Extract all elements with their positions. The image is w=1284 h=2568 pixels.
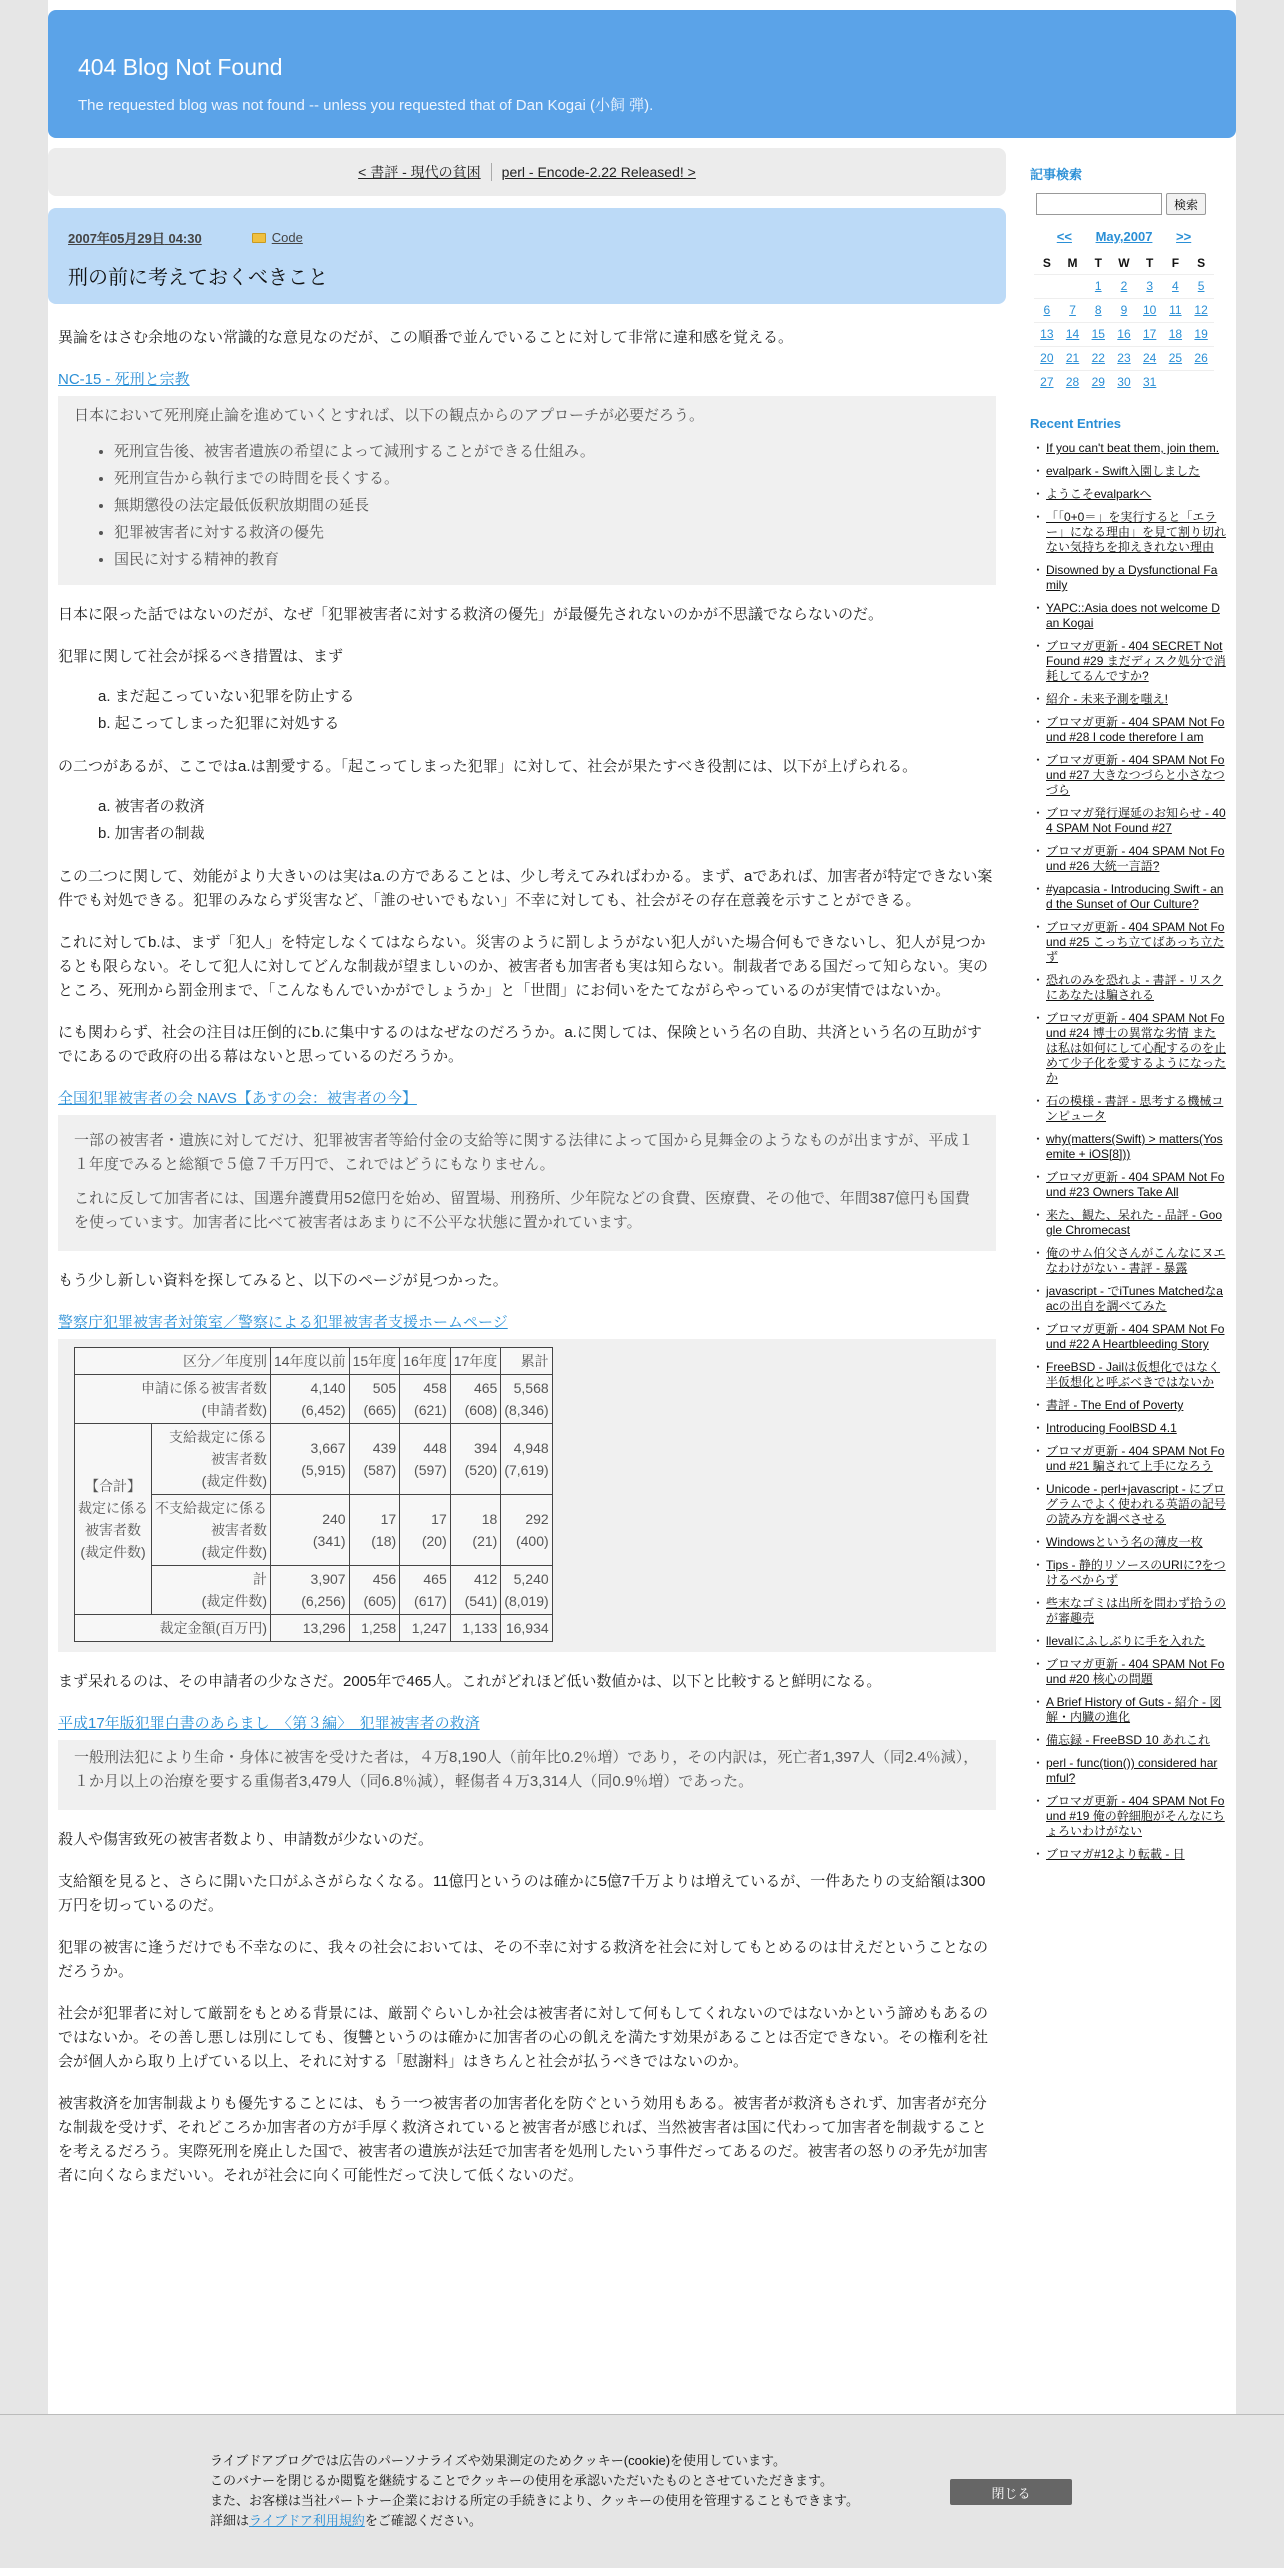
calendar-day[interactable]: [1163, 274, 1189, 298]
entry-time: 04:30: [168, 231, 202, 246]
paragraph: 異論をはさむ余地のない常識的な意見なのだが、この順番で並んでいることに対して非常に違和感を覚える。: [58, 329, 794, 346]
list-item: a. 被害者の救済: [98, 798, 205, 815]
calendar-day[interactable]: [1111, 322, 1137, 346]
table-cell: 17 (20): [400, 1495, 451, 1566]
calendar-next-link[interactable]: >>: [1176, 229, 1192, 244]
calendar-day-link[interactable]: 24: [1142, 351, 1157, 365]
recent-entry-link[interactable]: javascript - でiTunes Matchedなaacの出自を調べてみた: [1046, 1284, 1223, 1313]
recent-entry-link[interactable]: Introducing FoolBSD 4.1: [1046, 1421, 1177, 1435]
paragraph: 社会が犯罪者に対して厳罰をもとめる背景には、厳罰ぐらいしか社会は被害者に対して何もしてくれないのではないかという諦めもあるのではないか。その善し悪しは別にしても、復讐というのは確かに加害者の心の飢えを満たす効果があることは否定できない。その権利を社会が個人から取り上げている以上、それに対する「慰謝料」はきちんと社会が払うべきではないのか。: [58, 2005, 989, 2070]
calendar-day-link[interactable]: 20: [1040, 351, 1054, 365]
table-cell: 458 (621): [400, 1375, 451, 1424]
list-item: [1036, 1482, 1226, 1527]
prev-entry-link[interactable]: < 書評 - 現代の貧困: [358, 164, 481, 180]
cookie-line: また、お客様は当社パートナー企業における所定の手続きにより、クッキーの使用を管理することもできます。: [210, 2493, 859, 2508]
recent-entry-link[interactable]: ようこそevalparkへ: [1046, 487, 1152, 501]
recent-entry-link[interactable]: ブロマガ更新 - 404 SPAM Not Found #25 こっち立てばあっち立たず: [1046, 920, 1225, 964]
table-header: 14年度以前: [271, 1348, 350, 1375]
calendar-day: [1034, 274, 1060, 298]
calendar-day-link[interactable]: 26: [1194, 351, 1208, 365]
calendar-day-link[interactable]: 18: [1168, 327, 1183, 341]
weekday-label: F: [1171, 255, 1180, 270]
table-row: [75, 1348, 553, 1375]
calendar-day-link[interactable]: 10: [1142, 303, 1157, 317]
calendar-day[interactable]: [1111, 346, 1137, 370]
quote-source-link[interactable]: 警察庁犯罪被害者対策室／警察による犯罪被害者支援ホームページ: [58, 1314, 508, 1331]
list-item: [1036, 1132, 1226, 1162]
table-row: [75, 1424, 553, 1495]
calendar-day[interactable]: [1034, 370, 1060, 394]
calendar-day-link[interactable]: 1: [1094, 279, 1102, 293]
category-link[interactable]: Code: [271, 230, 303, 245]
list-item: [1036, 692, 1226, 707]
blockquote: [58, 1339, 996, 1652]
list-item: [1036, 1657, 1226, 1687]
calendar-day[interactable]: [1137, 274, 1163, 298]
recent-entry-link[interactable]: A Brief History of Guts - 紹介 - 図解・内臓の進化: [1046, 1695, 1222, 1724]
search-input[interactable]: [1036, 193, 1162, 215]
list-item: [1036, 464, 1226, 479]
list-item: [1036, 844, 1226, 874]
calendar: [1034, 229, 1214, 394]
cookie-line: 詳細はライブドア利用規約をご確認ください。: [210, 2513, 482, 2528]
quote-text: これに反して加害者には、国選弁護費用52億円を始め、留置場、刑務所、少年院などの食費、医療費、その他で、年間387億円も国費を使っています。加害者に比べて被害者はあまりに不公平な状態に置かれています。: [74, 1190, 970, 1231]
table-cell: 465 (608): [450, 1375, 501, 1424]
recent-entry-link[interactable]: Disowned by a Dysfunctional Family: [1046, 563, 1218, 592]
list-item: [1036, 1094, 1226, 1124]
calendar-prev-link[interactable]: <<: [1056, 229, 1072, 244]
table-header: 15年度: [349, 1348, 400, 1375]
calendar-day[interactable]: [1111, 298, 1137, 322]
calendar-day-link[interactable]: 2: [1120, 279, 1128, 293]
weekday-label: S: [1197, 255, 1206, 270]
recent-entry-link[interactable]: ブロマガ更新 - 404 SPAM Not Found #21 騙されて上手になろう: [1046, 1444, 1225, 1473]
row-label: 計 (裁定件数): [152, 1566, 271, 1615]
list-item: • 死刑宣告後、被害者遺族の希望によって減刑することができる仕組み。: [114, 438, 980, 465]
paragraph: の二つがあるが、ここではa.は割愛する。「起こってしまった犯罪」に対して、社会が果たすべき役割には、以下が上げられる。: [58, 758, 918, 775]
calendar-day-link[interactable]: 21: [1065, 351, 1080, 365]
list-item: a. まだ起こっていない犯罪を防止する: [98, 688, 355, 705]
list-item: [1036, 1558, 1226, 1588]
calendar-day: [1060, 274, 1086, 298]
calendar-day[interactable]: [1163, 298, 1189, 322]
calendar-day[interactable]: [1137, 370, 1163, 394]
list-item: [1036, 1794, 1226, 1839]
list-item: [1036, 1733, 1226, 1748]
paragraph: まず呆れるのは、その申請者の少なさだ。2005年で465人。これがどれほど低い数値かは、以下と比較すると鮮明になる。: [58, 1673, 882, 1690]
table-cell: 439 (587): [349, 1424, 400, 1495]
list-item: [1036, 510, 1226, 555]
entry-meta: [68, 228, 986, 247]
quote-source-link[interactable]: NC-15 - 死刑と宗教: [58, 371, 190, 388]
calendar-day-link[interactable]: 31: [1142, 375, 1157, 390]
main-column: [48, 148, 1006, 2206]
recent-entry-link[interactable]: ブロマガ更新 - 404 SPAM Not Found #24 博士の異常な劣情 または私は如何にして心配するのを止めて少子化を愛するようになったか: [1046, 1011, 1227, 1085]
list-item: [1036, 1847, 1226, 1862]
calendar-day-link[interactable]: 15: [1091, 327, 1105, 341]
page-wrapper: [48, 0, 1236, 2568]
calendar-day[interactable]: [1163, 322, 1189, 346]
recent-entry-link[interactable]: FreeBSD - Jailは仮想化ではなく半仮想化と呼ぶべきではないか: [1046, 1360, 1221, 1389]
calendar-day-link[interactable]: 9: [1120, 303, 1128, 317]
list-item: • 死刑宣告から執行までの時間を長くする。: [114, 465, 980, 492]
search-heading: 記事検索: [1030, 167, 1083, 182]
calendar-day-link[interactable]: 25: [1168, 351, 1183, 365]
paragraph: この二つに関して、効能がより大きいのは実はa.の方であることは、少し考えてみればわかる。まず、aであれば、加害者が特定できない案件でも対処できる。犯罪のみならず災害など、「誰のせいでもない」不幸に対しても、社会がその存在意義を示すことができる。: [58, 868, 993, 909]
terms-link[interactable]: ライブドア利用規約: [249, 2513, 365, 2528]
weekday-label: W: [1118, 255, 1130, 270]
weekday-label: S: [1042, 255, 1051, 270]
recent-entry-link[interactable]: 紹介 - 未来予測を嗤え!: [1046, 692, 1168, 706]
row-label: 申請に係る被害者数 (申請者数): [75, 1375, 271, 1424]
table-row: [75, 1375, 553, 1424]
table-cell: 412 (541): [450, 1566, 501, 1615]
paragraph: 犯罪の被害に逢うだけでも不幸なのに、我々の社会においては、その不幸に対する救済を社会に対してもとめるのは甘えだということなのだろうか。: [58, 1939, 989, 1980]
table-cell: 1,247: [400, 1615, 451, 1642]
calendar-day[interactable]: [1060, 322, 1086, 346]
recent-entry-link[interactable]: ブロマガ#12より転載 - 日: [1046, 1847, 1185, 1861]
list-item: [1036, 1444, 1226, 1474]
list-item: [1036, 1756, 1226, 1786]
calendar-day-link[interactable]: 4: [1172, 279, 1179, 293]
table-cell: 17 (18): [349, 1495, 400, 1566]
table-cell: 13,296: [271, 1615, 350, 1642]
table-cell: 3,907 (6,256): [271, 1566, 350, 1615]
calendar-day-link[interactable]: 8: [1094, 303, 1102, 317]
site-subtitle: The requested blog was not found -- unless you requested that of Dan Kogai (小飼 弾).: [78, 97, 654, 114]
calendar-day[interactable]: [1137, 322, 1163, 346]
list-item: [1036, 1170, 1226, 1200]
sidebar: [1022, 148, 1236, 1870]
blockquote: [58, 1740, 996, 1810]
paragraph: 被害救済を加害制裁よりも優先することには、もう一つ被害者の加害者化を防ぐという効用もある。被害者が救済もされず、加害者が充分な制裁を受けず、それどころか加害者の方が手厚く救済されていると被害者が感じれば、当然被害者は国に代わって加害者を制裁することを考えるだろう。実際死刑を廃止した国で、被害者の遺族が法廷で加害者を処刑したいう事件だってあるのだ。被害者の怒りの矛先が加害者に向くならまだいい。それが社会に向く可能性だって決して低くないのだ。: [58, 2095, 988, 2184]
recent-entry-link[interactable]: evalpark - Swift入園しました: [1046, 464, 1201, 478]
list-item: [1036, 806, 1226, 836]
list-item: [1036, 753, 1226, 798]
weekday-label: T: [1094, 255, 1102, 270]
calendar-day[interactable]: [1060, 370, 1086, 394]
table-cell: 240 (341): [271, 1495, 350, 1566]
calendar-day-link[interactable]: 13: [1040, 327, 1054, 341]
recent-entry-link[interactable]: llevalにふしぶりに手を入れた: [1046, 1634, 1206, 1648]
calendar-day-link[interactable]: 16: [1117, 327, 1131, 341]
paragraph: 支給額を見ると、さらに開いた口がふさがらなくなる。11億円というのは確かに5億7千万よりは増えているが、一件あたりの支給額は300万円を切っているのだ。: [58, 1873, 986, 1914]
paragraph: もう少し新しい資料を探してみると、以下のページが見つかった。: [58, 1272, 508, 1289]
calendar-day-link[interactable]: 27: [1040, 375, 1054, 390]
recent-entries-list: [1022, 441, 1236, 1862]
calendar-day[interactable]: [1060, 298, 1086, 322]
list-item: [1036, 920, 1226, 965]
list-item: b. 加害者の制裁: [98, 825, 205, 842]
calendar-day-link[interactable]: 22: [1091, 351, 1105, 365]
calendar-day[interactable]: [1085, 370, 1111, 394]
recent-entries-heading: Recent Entries: [1030, 416, 1122, 431]
calendar-week: [1034, 346, 1214, 370]
quote-text: 日本において死刑廃止論を進めていくとすれば、以下の観点からのアプローチが必要だろう。: [74, 407, 705, 424]
list-item: [1036, 1535, 1226, 1550]
folder-icon: [252, 233, 266, 243]
cookie-line: このバナーを閉じるか閲覧を継続することでクッキーの使用を承認いただいたものとさせていただきます。: [210, 2473, 833, 2488]
next-entry-link[interactable]: perl - Encode-2.22 Released! >: [501, 164, 696, 180]
list-item: [1036, 639, 1226, 684]
entry-title: 刑の前に考えておくべきこと: [68, 267, 328, 289]
search-button[interactable]: 検索: [1166, 193, 1206, 215]
list-item: [1036, 1421, 1226, 1436]
calendar-day[interactable]: [1034, 298, 1060, 322]
entry-body: [48, 304, 1006, 2188]
calendar-weekdays: [1034, 252, 1214, 274]
calendar-day-link[interactable]: 7: [1069, 303, 1076, 317]
table-header: 16年度: [400, 1348, 451, 1375]
list-item: [1036, 1398, 1226, 1413]
list-item: [1036, 1246, 1226, 1276]
recent-entry-link[interactable]: 来た、観た、呆れた - 品評 - Google Chromecast: [1046, 1208, 1223, 1237]
list-item: • 国民に対する精神的教育: [114, 546, 980, 573]
calendar-day[interactable]: [1085, 322, 1111, 346]
calendar-week: [1034, 370, 1214, 394]
table-cell: 5,240 (8,019): [501, 1566, 552, 1615]
measure-list: [58, 683, 996, 737]
calendar-day[interactable]: [1060, 346, 1086, 370]
quote-text: 一般刑法犯により生命・身体に被害を受けた者は，４万8,190人（前年比0.2％増）であり，その内訳は，死亡者1,397人（同2.4％減），１か月以上の治療を要する重傷者3,479人（同6.8％減），軽傷者４万3,314人（同0.9％増）であった。: [74, 1749, 979, 1790]
calendar-day-link[interactable]: 3: [1146, 279, 1153, 293]
recent-entry-link[interactable]: why(matters(Swift) > matters(Yosemite + iOS[8])): [1046, 1132, 1223, 1161]
calendar-day: [1188, 370, 1214, 394]
calendar-day[interactable]: [1085, 346, 1111, 370]
list-item: • 無期懲役の法定最低仮釈放期間の延長: [114, 492, 980, 519]
recent-entry-link[interactable]: ブロマガ発行遅延のお知らせ - 404 SPAM Not Found #27: [1046, 806, 1226, 835]
group-label: 【合計】 裁定に係る 被害者数 (裁定件数): [75, 1424, 152, 1615]
table-cell: 1,133: [450, 1615, 501, 1642]
list-item: [1036, 1322, 1226, 1352]
list-item: [1036, 1011, 1226, 1086]
calendar-day-link[interactable]: 11: [1169, 303, 1182, 317]
calendar-day[interactable]: [1111, 370, 1137, 394]
calendar-week: [1034, 298, 1214, 322]
table-cell: 465 (617): [400, 1566, 451, 1615]
calendar-day[interactable]: [1137, 298, 1163, 322]
entry-date-link[interactable]: [68, 228, 202, 247]
weekday-label: M: [1067, 255, 1078, 270]
recent-entry-link[interactable]: ブロマガ更新 - 404 SPAM Not Found #26 大統一言語?: [1046, 844, 1225, 873]
quote-list: [74, 438, 980, 573]
calendar-day-link[interactable]: 6: [1043, 303, 1051, 317]
recent-entry-link[interactable]: ブロマガ更新 - 404 SPAM Not Found #23 Owners Take All: [1046, 1170, 1225, 1199]
row-label: 不支給裁定に係る 被害者数 (裁定件数): [152, 1495, 271, 1566]
entry-category: [252, 230, 303, 245]
row-label: 支給裁定に係る 被害者数 (裁定件数): [152, 1424, 271, 1495]
calendar-day-link[interactable]: 28: [1065, 375, 1080, 390]
recent-entry-link[interactable]: Windowsという名の薄皮一枚: [1046, 1535, 1203, 1549]
calendar-day-link[interactable]: 19: [1194, 327, 1208, 341]
calendar-day: [1163, 370, 1189, 394]
search-form: [1022, 193, 1236, 215]
table-cell: 3,667 (5,915): [271, 1424, 350, 1495]
recent-entry-link[interactable]: ブロマガ更新 - 404 SPAM Not Found #20 核心の問題: [1046, 1657, 1225, 1686]
recent-entry-link[interactable]: 恐れのみを恐れよ - 書評 - リスクにあなたは騙される: [1046, 973, 1224, 1002]
calendar-title: [1034, 229, 1214, 244]
quote-source-link[interactable]: 全国犯罪被害者の会 NAVS【あすの会：被害者の今】: [58, 1090, 417, 1107]
calendar-day[interactable]: [1137, 346, 1163, 370]
table-cell: 394 (520): [450, 1424, 501, 1495]
calendar-day-link[interactable]: 12: [1194, 303, 1208, 317]
table-cell: 5,568 (8,346): [501, 1375, 552, 1424]
table-cell: 448 (597): [400, 1424, 451, 1495]
weekday-label: T: [1145, 255, 1154, 270]
calendar-day[interactable]: [1163, 346, 1189, 370]
table-cell: 292 (400): [501, 1495, 552, 1566]
list-item: [1036, 1208, 1226, 1238]
recent-entry-link[interactable]: ブロマガ更新 - 404 SPAM Not Found #27 大きなつづらと小さなつづら: [1046, 753, 1225, 797]
calendar-day[interactable]: [1085, 274, 1111, 298]
calendar-day[interactable]: [1085, 298, 1111, 322]
recent-entry-link[interactable]: Tips - 静的リソースのURIに?をつけるべからず: [1046, 1558, 1226, 1587]
quote-source-link[interactable]: 平成17年版犯罪白書のあらまし 〈第３編〉 犯罪被害者の救済: [58, 1715, 480, 1732]
calendar-day-link[interactable]: 29: [1091, 375, 1105, 390]
cookie-text: [210, 2451, 859, 2531]
recent-entry-link[interactable]: 「「0+0＝」を実行すると「エラー」になる理由」を見て割り切れない気持ちを抑えきれない理由: [1046, 510, 1227, 554]
entry-date: 2007年05月29日: [68, 231, 165, 246]
list-item: [1036, 715, 1226, 745]
recent-entry-link[interactable]: Unicode - perl+javascript - にプログラムでよく使われる英語の記号の読み方を調べさせる: [1046, 1482, 1226, 1526]
calendar-day[interactable]: [1034, 322, 1060, 346]
calendar-day[interactable]: [1188, 298, 1214, 322]
cookie-banner: [0, 2414, 1284, 2568]
calendar-day-link[interactable]: 23: [1117, 351, 1131, 365]
row-label: 裁定金額(百万円): [75, 1615, 271, 1642]
site-header: [48, 10, 1236, 138]
table-cell: 456 (605): [349, 1566, 400, 1615]
table-row: [75, 1615, 553, 1642]
table-cell: 18 (21): [450, 1495, 501, 1566]
calendar-day[interactable]: [1188, 274, 1214, 298]
recent-entry-link[interactable]: ブロマガ更新 - 404 SPAM Not Found #19 俺の幹細胞がそんなにちょろいわけがない: [1046, 1794, 1225, 1838]
role-list: [58, 793, 996, 847]
recent-entry-link[interactable]: ブロマガ更新 - 404 SPAM Not Found #28 I code therefore I am: [1046, 715, 1225, 744]
paragraph: これに対してb.は、まず「犯人」を特定しなくてはならない。災害のように罰しようがない犯人がいた場合何もできないし、犯人が見つかるとも限らない。そして犯人に対してどんな制裁が望ましいのか、被害者も加害者も実は知らない。制裁者である国だって知らない。実のところ、死刑から罰金刑まで、「こんなもんでいかがでしょうか」と「世間」にお伺いをたてながらやっているのが実情ではないか。: [58, 934, 989, 999]
list-item: [1036, 882, 1226, 912]
entry-header: [48, 208, 1006, 304]
recent-entry-link[interactable]: YAPC::Asia does not welcome Dan Kogai: [1046, 601, 1220, 630]
paragraph: にも関わらず、社会の注目は圧倒的にb.に集中するのはなぜなのだろうか。a.に関しては、保険という名の自助、共済という名の互助がすでにあるので政府の出る幕はないと思っているのだろうか。: [58, 1024, 982, 1065]
paragraph: 殺人や傷害致死の被害者数より、申請数が少ないのだ。: [58, 1831, 434, 1848]
list-item: [1036, 1596, 1226, 1626]
quote-text: 一部の被害者・遺族に対してだけ、犯罪被害者等給付金の支給等に関する法律によって国から見舞金のようなものが出ますが、平成１１年度でみると総額で５億７千万円で、これではどうにもなりません。: [74, 1132, 974, 1173]
entry-navigation: [48, 148, 1006, 196]
recent-entry-link[interactable]: 俺のサム伯父さんがこんなにヌエなわけがない - 書評 - 暴露: [1046, 1246, 1226, 1275]
recent-entry-link[interactable]: 備忘録 - FreeBSD 10 あれこれ: [1046, 1733, 1211, 1747]
paragraph: 犯罪に関して社会が採るべき措置は、まず: [58, 648, 344, 665]
table-cell: 4,948 (7,619): [501, 1424, 552, 1495]
recent-entry-link[interactable]: ブロマガ更新 - 404 SECRET Not Found #29 まだディスク処分で消耗してるんですか?: [1046, 639, 1226, 683]
list-item: [1036, 441, 1226, 456]
recent-entry-link[interactable]: 石の模様 - 書評 - 思考する機械コンピュータ: [1046, 1094, 1224, 1123]
recent-entry-link[interactable]: #yapcasia - Introducing Swift - and the Sunset of Our Culture?: [1046, 882, 1224, 911]
list-item: [1036, 487, 1226, 502]
paragraph: 日本に限った話ではないのだが、なぜ「犯罪被害者に対する救済の優先」が最優先されないのかが不思議でならないのだ。: [58, 606, 884, 623]
cookie-close-button[interactable]: 閉じる: [950, 2479, 1072, 2505]
list-item: [1036, 1695, 1226, 1725]
list-item: [1036, 563, 1226, 593]
list-item: [1036, 973, 1226, 1003]
table-cell: 16,934: [501, 1615, 552, 1642]
table-header: 区分／年度別: [75, 1348, 271, 1375]
table-cell: 505 (665): [349, 1375, 400, 1424]
blockquote: [58, 1115, 996, 1251]
table-header: 累計: [501, 1348, 552, 1375]
table-header: 17年度: [450, 1348, 501, 1375]
list-item: [1036, 1634, 1226, 1649]
calendar-day[interactable]: [1188, 322, 1214, 346]
recent-entry-link[interactable]: perl - func(tion()) considered harmful?: [1046, 1756, 1218, 1785]
calendar-day-link[interactable]: 17: [1142, 327, 1157, 341]
stats-table: [74, 1347, 553, 1642]
recent-entry-link[interactable]: If you can't beat them, join them.: [1046, 441, 1220, 455]
cookie-line: ライブドアブログでは広告のパーソナライズや効果測定のためクッキー(cookie)を使用しています。: [210, 2453, 786, 2468]
calendar-day-link[interactable]: 14: [1065, 327, 1080, 341]
blockquote: [58, 396, 996, 585]
calendar-day-link[interactable]: 5: [1197, 279, 1205, 293]
list-item: [1036, 1360, 1226, 1390]
recent-entry-link[interactable]: ブロマガ更新 - 404 SPAM Not Found #22 A Heartbleeding Story: [1046, 1322, 1225, 1351]
table-cell: 1,258: [349, 1615, 400, 1642]
table-cell: 4,140 (6,452): [271, 1375, 350, 1424]
list-item: [1036, 1284, 1226, 1314]
list-item: b. 起こってしまった犯罪に対処する: [98, 715, 340, 732]
calendar-day[interactable]: [1111, 274, 1137, 298]
calendar-week: [1034, 322, 1214, 346]
calendar-day[interactable]: [1034, 346, 1060, 370]
list-item: [1036, 601, 1226, 631]
list-item: • 犯罪被害者に対する救済の優先: [114, 519, 980, 546]
calendar-day-link[interactable]: 30: [1117, 375, 1131, 390]
calendar-day[interactable]: [1188, 346, 1214, 370]
calendar-grid: [1034, 252, 1214, 394]
calendar-week: [1034, 274, 1214, 298]
recent-entry-link[interactable]: 些末なゴミは出所を問わず拾うのが審趣売: [1046, 1596, 1227, 1625]
calendar-month-link[interactable]: May,2007: [1095, 229, 1153, 244]
site-title[interactable]: 404 Blog Not Found: [78, 54, 283, 80]
recent-entry-link[interactable]: 書評 - The End of Poverty: [1046, 1398, 1184, 1412]
